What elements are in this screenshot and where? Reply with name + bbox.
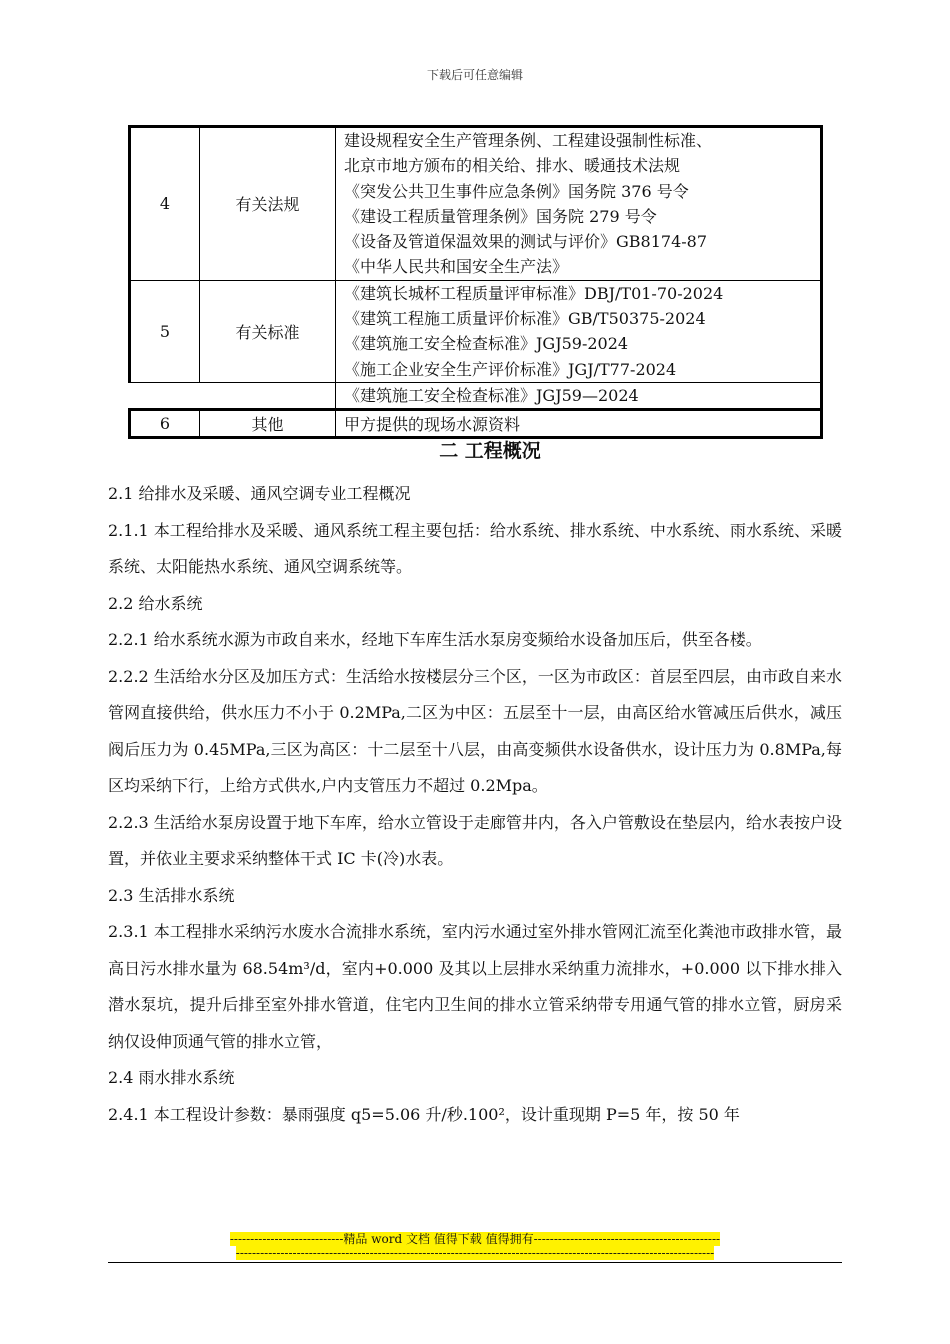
paragraph: 2.3.1 本工程排水采纳污水废水合流排水系统，室内污水通过室外排水管网汇流至化粪池市政排水管，最高日污水排水量为 68.54m³/d，室内+0.000 及其以上层排水采纳重力流排水，+0.000 以下排水排入潜水泵坑，提升后排至室外排水管道，住宅内卫生间的排水立管采纳带专用通气管的排水立管，厨房采纳仅设伸顶通气管的排水立管， (108, 922, 842, 1051)
table-row (130, 382, 822, 409)
row-category: 有关法规 (200, 127, 336, 281)
paragraph: 2.3 生活排水系统 (108, 885, 235, 905)
paragraph: 2.4.1 本工程设计参数：暴雨强度 q5=5.06 升/秒.100²，设计重现期 P=5 年，按 50 年 (108, 1104, 740, 1124)
regulations-table (128, 125, 823, 439)
footer-banner (108, 1230, 842, 1247)
row-content (336, 280, 822, 382)
paragraph: 2.2.2 生活给水分区及加压方式：生活给水按楼层分三个区，一区为市政区：首层至四层，由市政自来水管网直接供给，供水压力不小于 0.2MPa,二区为中区：五层至十一层，由高区给水管减压后供水，减压阀后压力为 0.45MPa,三区为高区：十二层至十八层，由高变频供水设备供水，设计压力为 0.8MPa,每区均采纳下行，上给方式供水,户内支管压力不超过 0.2Mpa。 (108, 666, 842, 795)
paragraph: 2.2 给水系统 (108, 593, 203, 613)
section-title: 二 工程概况 (439, 440, 541, 462)
table-row (130, 280, 822, 382)
paragraph: 2.1 给排水及采暖、通风空调专业工程概况 (108, 484, 411, 503)
paragraph: 2.2.3 生活给水泵房设置于地下车库，给水立管设于走廊管井内，各入户管敷设在垫层内，给水表按户设置，并依业主要求采纳整体干式 IC 卡(冷)水表。 (108, 812, 842, 868)
list-item: 《突发公共卫生事件应急条例》国务院 376 号令 (344, 181, 689, 201)
row-content: 甲方提供的现场水源资料 (336, 410, 822, 438)
row-number: 5 (130, 280, 200, 382)
footer-line-1: ----------------------------精品 word 文档 值得下载 值得拥有---------------------------------------------- (229, 1232, 721, 1246)
table-row (130, 410, 822, 438)
list-item: 《建设工程质量管理条例》国务院 279 号令 (344, 206, 657, 226)
blank-cell (130, 382, 336, 409)
list-item: 《中华人民共和国安全生产法》 (344, 257, 569, 277)
row-content (336, 382, 822, 409)
footer-line-2: ---------------------------------------------------------------------------------------------------------------------- (235, 1246, 715, 1260)
list-item: 《建筑施工安全检查标准》JGJ59-2024 (344, 334, 629, 354)
row-category: 有关标准 (200, 280, 336, 382)
footer-rule (108, 1262, 842, 1263)
row-number: 6 (130, 410, 200, 438)
paragraph: 2.2.1 给水系统水源为市政自来水，经地下车库生活水泵房变频给水设备加压后，供至各楼。 (108, 630, 762, 649)
table-row (130, 127, 822, 281)
row-number: 4 (130, 127, 200, 281)
paragraph: 2.4 雨水排水系统 (108, 1068, 235, 1087)
list-item: 《建筑施工安全检查标准》JGJ59—2024 (344, 385, 639, 405)
list-item: 《施工企业安全生产评价标准》JGJ/T77-2024 (344, 359, 677, 379)
list-item: 《设备及管道保温效果的测试与评价》GB8174-87 (344, 232, 708, 252)
row-content (336, 127, 822, 281)
list-item: 《建筑工程施工质量评价标准》GB/T50375-2024 (344, 309, 706, 329)
paragraph: 2.1.1 本工程给排水及采暖、通风系统工程主要包括：给水系统、排水系统、中水系统、雨水系统、采暖系统、太阳能热水系统、通风空调系统等。 (108, 520, 842, 576)
header-note: 下载后可任意编辑 (426, 68, 523, 82)
list-item: 《建筑长城杯工程质量评审标准》DBJ/T01-70-2024 (344, 283, 724, 303)
row-category: 其他 (200, 410, 336, 438)
list-item: 北京市地方颁布的相关给、排水、暖通技术法规 (344, 156, 681, 176)
footer-banner-2 (108, 1246, 842, 1260)
list-item: 建设规程安全生产管理条例、工程建设强制性标准、 (344, 131, 713, 150)
body-text (108, 476, 842, 1133)
